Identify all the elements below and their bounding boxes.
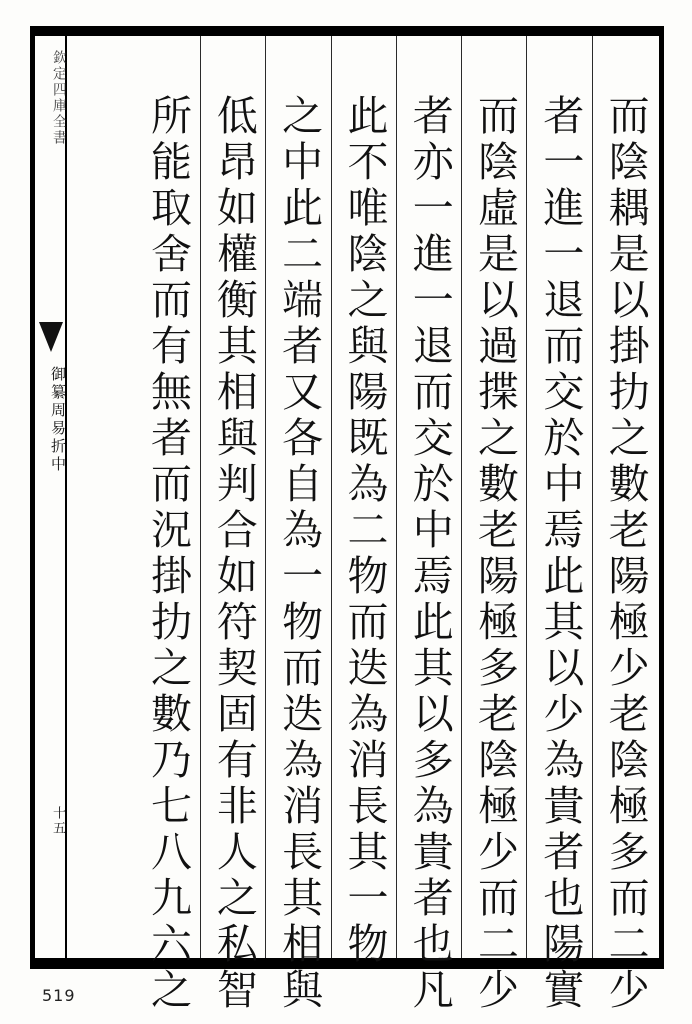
column-text: 而陰虛是以過揲之數老陽極多老陰極少而二少 bbox=[471, 94, 520, 1014]
center-margin-column bbox=[35, 36, 67, 958]
book-title-margin: 御纂周易折中 bbox=[49, 366, 67, 474]
text-column bbox=[135, 36, 200, 1014]
text-column bbox=[396, 36, 461, 1014]
column-text: 所能取舍而有無者而況掛扐之數乃七八九六之 bbox=[144, 94, 193, 1014]
scan-footer-mark: 519 bbox=[42, 986, 76, 1005]
text-column bbox=[592, 36, 657, 1014]
column-text: 之中此二端者又各自為一物而迭為消長其相與 bbox=[275, 94, 324, 1014]
column-text: 低昂如權衡其相與判合如符契固有非人之私智 bbox=[209, 94, 258, 1014]
text-column bbox=[526, 36, 591, 1014]
page-frame-right bbox=[659, 26, 664, 969]
text-column bbox=[265, 36, 330, 1014]
fish-tail-icon bbox=[39, 322, 63, 352]
text-block bbox=[69, 36, 657, 1014]
page-number: 十五 bbox=[50, 806, 65, 836]
text-column bbox=[461, 36, 526, 1014]
text-column bbox=[200, 36, 265, 1014]
column-text: 者一進一退而交於中焉此其以少為貴者也陽實 bbox=[536, 94, 585, 1014]
page-frame-top bbox=[30, 26, 664, 36]
text-column bbox=[331, 36, 396, 968]
column-text: 此不唯陰之與陽既為二物而迭為消長其一物 bbox=[340, 94, 389, 968]
column-text: 者亦一進一退而交於中焉此其以多為貴者也凡 bbox=[405, 94, 454, 1014]
column-text: 而陰耦是以掛扐之數老陽極少老陰極多而二少 bbox=[601, 94, 650, 1014]
margin-header-text: 欽定四庫全書 bbox=[51, 50, 67, 146]
